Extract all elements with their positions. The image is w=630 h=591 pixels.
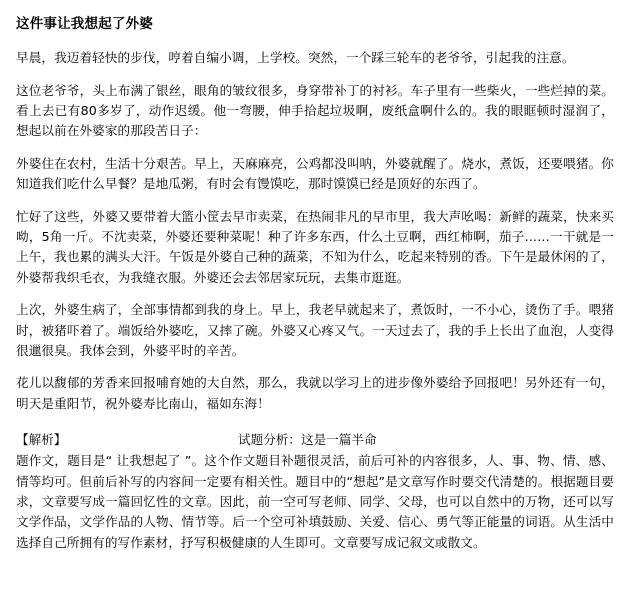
analysis-header [16, 430, 614, 450]
analysis-section [16, 430, 614, 553]
page-title: 这件事让我想起了外婆 [16, 16, 153, 32]
paragraph-3: 外婆住在农村，生活十分艰苦。早上，天麻麻亮，公鸡都没叫呐，外婆就醒了。烧水，煮饭，还要喂猪。你知道我们吃什么早餐？是地瓜粥，有时会有馒馍吃，那时馍馍已经是顶好的东西了。 [16, 155, 614, 192]
analysis-body-first-line: 这是一篇半命 [300, 432, 377, 448]
paragraph-1: 早晨，我迈着轻快的步伐，哼着自编小调，上学校。突然，一个踩三轮车的老爷爷，引起我的注意。 [16, 50, 575, 66]
analysis-heading-text: 试题分析： [238, 432, 301, 448]
analysis-heading [238, 430, 614, 450]
analysis-label: 【解析】 [16, 432, 67, 448]
paragraph-5: 上次，外婆生病了，全部事情都到我的身上。早上，我老早就起来了，煮饭时，一不小心，烫伤了手。喂猪时，被猪吓着了。端饭给外婆吃，又摔了碗。外婆又心疼又气。一天过去了，我的手上长出了血泡，人变得很邋很臭。我体会到，外婆平时的辛苦。 [16, 302, 614, 358]
paragraph-2: 这位老爷爷，头上布满了银丝，眼角的皱纹很多，身穿带补丁的衬衫。车子里有一些柴火，一些烂掉的菜。看上去已有80多岁了，动作迟缓。他一弯腰，伸手拾起垃圾啊，废纸盒啊什么的。我的眼眶顿时湿润了，想起以前在外婆家的那段苦日子： [16, 82, 614, 139]
analysis-body: 题作文，题目是“ 让我想起了 ”。这个作文题目补题很灵活，前后可补的内容很多，人、事、物、情、感、情等均可。但前后补写的内容间一定要有相关性。题目中的“想起”是文章写作时要交代清楚的。根据题目要求，文章要写成一篇回忆性的文章。因此，前一空可写老师、同学、父母，也可以自然中的万物，还可以写文学作品，文学作品的人物、情节等。后一个空可补填鼓励、关爱、信心、勇气等正能量的词语。从生活中选择自己所拥有的写作素材，抒写积极健康的人生即可。文章要写成记叙文或散文。 [16, 453, 614, 550]
paragraph-6: 花儿以馥郁的芳香来回报哺育她的大自然，那么，我就以学习上的进步像外婆给予回报吧！另外还有一句，明天是重阳节，祝外婆寿比南山，福如东海！ [16, 375, 614, 411]
paragraph-4: 忙好了这些，外婆又要带着大篮小筐去早市卖菜，在热闹非凡的早市里，我大声吆喝：新鲜的蔬菜，快来买呦，5角一斤。不沈卖菜，外婆还要种菜呢！种了许多东西，什么土豆啊，西红柿啊，茄子……一干就是一上午，我也累的满头大汗。午饭是外婆自己种的蔬菜，不知为什么，吃起来特别的香。下午是最休闲的了，外婆帮我织毛衣，为我缝衣服。外婆还会去邻居家玩玩，去集市逛逛。 [16, 208, 614, 285]
